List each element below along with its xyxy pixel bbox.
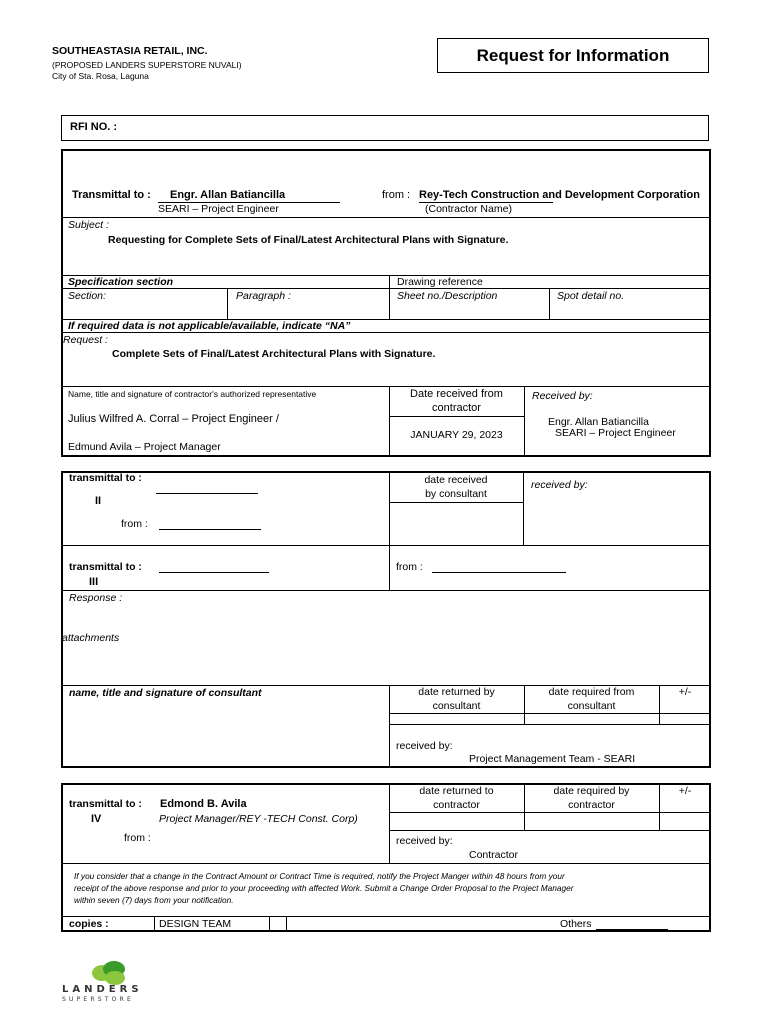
project-city: City of Sta. Rosa, Laguna <box>52 71 149 81</box>
plus-minus-label-iii: +/- <box>678 686 692 698</box>
transmittal-ii-to-label: transmittal to : <box>69 472 142 484</box>
transmittal-iii-numeral: III <box>89 576 99 588</box>
landers-logo-tagline: SUPERSTORE <box>62 996 134 1003</box>
transmittal-iv-from-label: from : <box>124 832 151 844</box>
project-name: (PROPOSED LANDERS SUPERSTORE NUVALI) <box>52 60 242 70</box>
contractor-name-note: (Contractor Name) <box>425 203 512 215</box>
company-name: SOUTHEASTASIA RETAIL, INC. <box>52 45 208 57</box>
transmittal-i-to-title: SEARI – Project Engineer <box>158 203 279 215</box>
change-order-notice-line-3: within seven (7) days from your notification. <box>74 895 234 905</box>
date-received-value: JANUARY 29, 2023 <box>410 429 503 441</box>
pmt-received-by-name: Project Management Team - SEARI <box>469 753 636 765</box>
section-label: Section: <box>68 290 106 302</box>
date-required-from-consultant-label-2: consultant <box>567 700 616 712</box>
pmt-received-by-label: received by: <box>396 740 453 752</box>
na-instruction: If required data is not applicable/available, indicate “NA” <box>68 320 351 332</box>
date-required-from-consultant-label-1: date required from <box>548 686 635 698</box>
transmittal-iv-to-name: Edmond B. Avila <box>160 798 247 810</box>
date-received-label-1: Date received from <box>410 388 503 400</box>
transmittal-iv-to-title: Project Manager/REY -TECH Const. Corp) <box>159 813 358 825</box>
subject-text: Requesting for Complete Sets of Final/Latest Architectural Plans with Signature. <box>108 234 509 246</box>
change-order-notice-line-1: If you consider that a change in the Contract Amount or Contract Time is required, notify the Project Manger within 48 hours from your <box>74 871 565 881</box>
transmittal-iii-from-label: from : <box>396 561 423 573</box>
rfi-number-label: RFI NO. : <box>70 121 118 133</box>
page-title: Request for Information <box>476 46 670 65</box>
received-by-name: Engr. Allan Batiancilla <box>548 416 649 428</box>
transmittal-i-from-label: from : <box>382 189 411 201</box>
transmittal-iii-to-label: transmittal to : <box>69 561 142 573</box>
attachments-label: attachments <box>62 632 120 644</box>
rfi-number-box <box>61 115 709 141</box>
subject-label: Subject : <box>68 219 109 231</box>
change-order-notice-line-2: receipt of the above response and prior to your proceeding with affected Work. Submit a Change Order Proposal to the Project Manager <box>74 883 574 893</box>
date-returned-to-contractor-label-2: contractor <box>433 799 480 811</box>
logo-leaf-bottom <box>105 971 125 985</box>
transmittal-i-to-label: Transmittal to : <box>72 189 151 201</box>
consultant-received-by-label: received by: <box>531 479 588 491</box>
date-received-by-consultant-label-2: by consultant <box>425 488 487 500</box>
transmittal-i-to-name: Engr. Allan Batiancilla <box>170 189 286 201</box>
contractor-received-by-name: Contractor <box>469 849 519 861</box>
landers-leaf-icon <box>90 960 132 986</box>
contractor-name: Rey-Tech Construction and Development Corporation <box>419 189 700 201</box>
response-label: Response : <box>69 592 123 604</box>
date-returned-by-consultant-label-1: date returned by <box>418 686 495 698</box>
representative-label: Name, title and signature of contractor's authorized representative <box>68 389 317 399</box>
date-required-by-contractor-label-1: date required by <box>553 785 630 797</box>
consultant-signature-label: name, title and signature of consultant <box>69 687 262 699</box>
date-returned-by-consultant-label-2: consultant <box>432 700 481 712</box>
drawing-reference-label: Drawing reference <box>397 276 483 288</box>
copies-design-team: DESIGN TEAM <box>159 918 232 930</box>
copies-label: copies : <box>69 918 109 930</box>
paragraph-label: Paragraph : <box>236 290 291 302</box>
title-box <box>437 38 709 73</box>
spec-section-label: Specification section <box>68 276 174 288</box>
transmittal-ii-from-label: from : <box>121 518 148 530</box>
received-by-title: SEARI – Project Engineer <box>555 427 676 439</box>
received-by-label: Received by: <box>532 390 593 402</box>
contractor-received-by-label: received by: <box>396 835 453 847</box>
date-received-by-consultant-label-1: date received <box>424 474 488 486</box>
representative-line-2: Edmund Avila – Project Manager <box>68 441 221 453</box>
date-returned-to-contractor-label-1: date returned to <box>419 785 494 797</box>
date-received-label-2: contractor <box>432 402 481 414</box>
transmittal-ii-numeral: II <box>95 495 102 507</box>
plus-minus-label-iv: +/- <box>678 785 692 797</box>
request-label: Request : <box>63 334 108 346</box>
representative-line-1: Julius Wilfred A. Corral – Project Engineer / <box>68 413 279 425</box>
sheet-description-label: Sheet no./Description <box>397 290 498 302</box>
copies-others-label: Others <box>560 918 592 930</box>
request-text: Complete Sets of Final/Latest Architectural Plans with Signature. <box>112 348 436 360</box>
date-required-by-contractor-label-2: contractor <box>568 799 615 811</box>
transmittal-iv-numeral: IV <box>91 813 102 825</box>
transmittal-iv-to-label: transmittal to : <box>69 798 142 810</box>
landers-logo-name: LANDERS <box>62 984 143 995</box>
spot-detail-label: Spot detail no. <box>557 290 625 302</box>
